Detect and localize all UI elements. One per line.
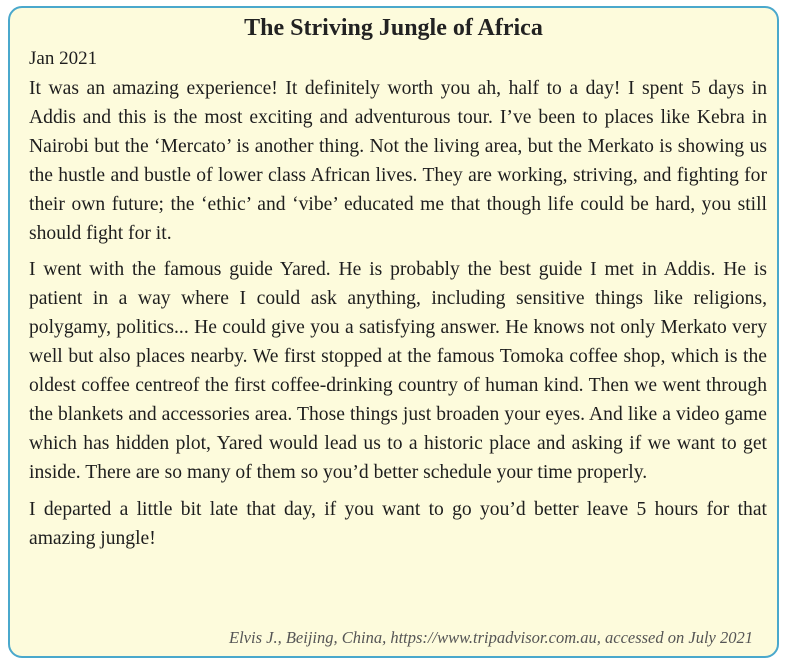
review-paragraph: It was an amazing experience! It definitely worth you ah, half to a day! I spent 5 days in Addis and this is the most exciting and adventurous tour. I’ve been to places like Kebra in Nairobi but the ‘Mercato’ is another thing. Not the living area, but the Merkato is showing us the hustle and bustle of lower class African lives. They are working, striving, and fighting for their own future; the ‘ethic’ and ‘vibe’ educated me that though life could be hard, you still should fight for it. xyxy=(29,78,767,244)
review-body xyxy=(29,75,767,562)
review-paragraph: I departed a little bit late that day, if you want to go you’d better leave 5 hours for that amazing jungle! xyxy=(29,498,767,549)
review-date: Jan 2021 xyxy=(29,48,98,69)
review-card xyxy=(8,6,779,658)
review-title: The Striving Jungle of Africa xyxy=(244,15,543,41)
review-paragraph: I went with the famous guide Yared. He is probably the best guide I met in Addis. He is patient in a way where I could ask anything, including sensitive things like religions, polygamy, politics... He could give you a satisfying answer. He knows not only Merkato very well but also places nearby. We first stopped at the famous Tomoka coffee shop, which is the oldest coffee centreof the first coffee-drinking country of human kind. Then we went through the blankets and accessories area. Those things just broaden your eyes. And like a video game which has hidden plot, Yared would lead us to a historic place and asking if we want to get inside. There are so many of them so you’d better schedule your time properly. xyxy=(29,259,767,483)
source-citation: Elvis J., Beijing, China, https://www.tripadvisor.com.au, accessed on July 2021 xyxy=(229,628,753,647)
